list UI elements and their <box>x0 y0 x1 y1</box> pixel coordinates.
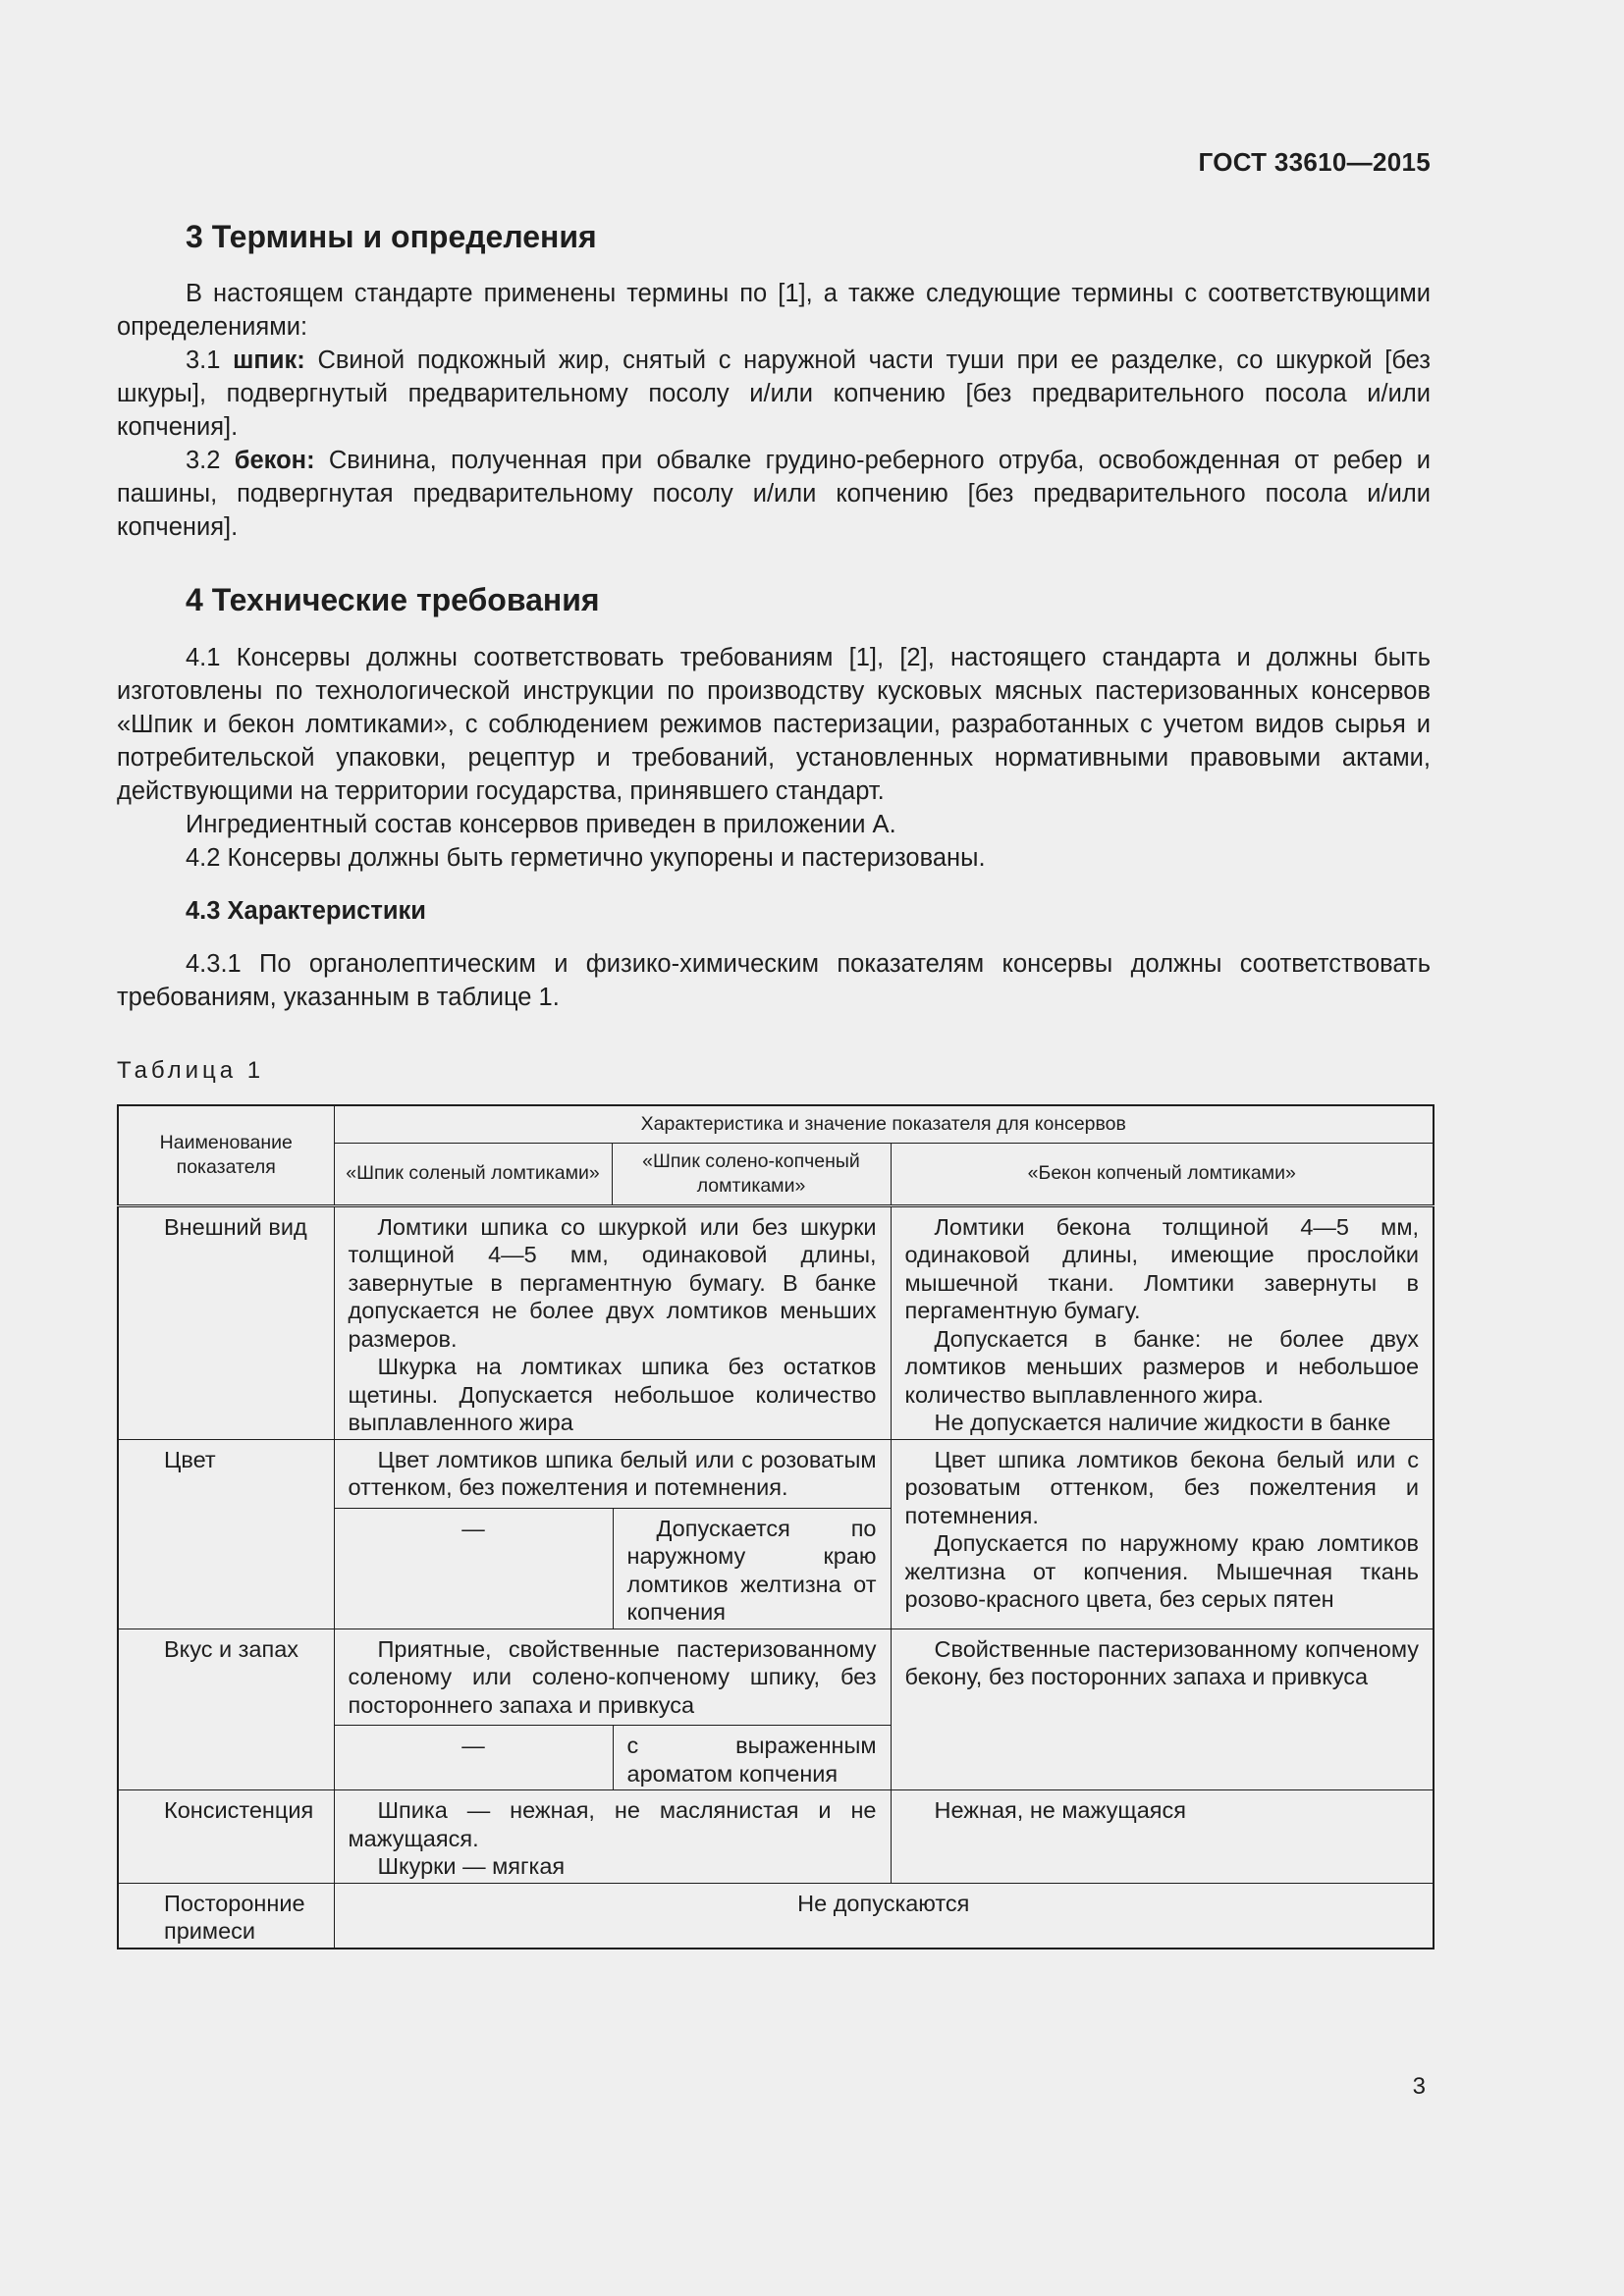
cell-spik <box>334 1790 891 1884</box>
ingredients-note: Ингредиентный состав консервов приведен в приложении А. <box>186 810 896 838</box>
cell-text: Цвет ломтиков шпика белый или с розоватым оттенком, без пожелтения и потемнения. <box>348 1446 877 1501</box>
subsection-4-3-title: 4.3 Характеристики <box>186 896 426 925</box>
page-number: 3 <box>1412 2073 1426 2100</box>
cell-text: Допускается по наружному краю ломтиков желтизна от копчения. Мышечная ткань розово-красного цвета, без серых пятен <box>904 1530 1420 1613</box>
cell-text: Ломтики шпика со шкуркой или без шкурки толщиной 4—5 мм, одинаковой длины, завернутые в пергаментную бумагу. В банке допускается не более двух ломтиков меньших размеров. <box>348 1213 877 1352</box>
clause-4-3-1: 4.3.1 По органолептическим и физико-химическим показателям консервы должны соответствовать требованиям, указанным в таблице 1. <box>117 949 1431 1011</box>
sub-split <box>335 1508 891 1629</box>
cell-bacon <box>891 1205 1434 1439</box>
table-1 <box>117 1104 1435 1949</box>
cell-spik <box>334 1205 891 1439</box>
cell-bacon <box>891 1439 1434 1629</box>
cell-text: Ломтики бекона толщиной 4—5 мм, одинаковой длины, имеющие прослойки мышечной ткани. Ломтики завернуты в пергаментную бумагу. <box>904 1213 1420 1324</box>
cell-text: Нежная, не мажущаяся <box>934 1797 1186 1824</box>
row-name: Цвет <box>118 1439 334 1629</box>
term-3-2 <box>117 444 1431 544</box>
cell-dash: — <box>335 1726 614 1789</box>
section-3-intro: В настоящем стандарте применены термины по [1], а также следующие термины с соответствующими определениями: <box>117 280 1431 342</box>
header-col-smoked-spik: «Шпик солено-копченый ломтиками» <box>612 1143 891 1205</box>
cell-text: Не допускается наличие жидкости в банке <box>934 1410 1391 1436</box>
cell-text: с выраженным ароматом копчения <box>626 1733 877 1787</box>
row-name: Вкус и запах <box>118 1629 334 1790</box>
term-3-1-definition: Свиной подкожный жир, снятый с наружной части туши при ее разделке, со шкуркой [без шкуры], подвергнутый предварительному посолу и/или копчению [без предварительного посола и/или копчения]. <box>117 347 1431 442</box>
row-name: Внешний вид <box>118 1205 334 1439</box>
table-row <box>118 1629 1434 1790</box>
table-row <box>118 1439 1434 1629</box>
cell-all: Не допускаются <box>334 1883 1434 1949</box>
cell-text: Шкурки — мягкая <box>377 1853 566 1880</box>
header-col-bacon: «Бекон копченый ломтиками» <box>891 1143 1434 1205</box>
cell-dash: — <box>335 1509 614 1629</box>
term-3-1 <box>117 344 1431 444</box>
row-name: Посторонние примеси <box>118 1883 334 1949</box>
term-3-2-number: 3.2 <box>186 447 221 475</box>
header-indicator-name: Наименование показателя <box>118 1105 334 1206</box>
term-3-2-term: бекон: <box>234 447 315 475</box>
cell-bacon <box>891 1790 1434 1884</box>
cell-bacon <box>891 1629 1434 1790</box>
cell-text: Цвет шпика ломтиков бекона белый или с розоватым оттенком, без пожелтения и потемнения. <box>904 1446 1420 1528</box>
cell-text: Приятные, свойственные пастеризованному соленому или солено-копченому шпику, без постороннего запаха и привкуса <box>348 1635 877 1718</box>
sub-split <box>335 1725 891 1789</box>
table-row <box>118 1205 1434 1439</box>
cell-text: Допускается в банке: не более двух ломтиков меньших размеров и небольшое количество выплавленного жира. <box>904 1325 1420 1408</box>
term-3-1-number: 3.1 <box>186 347 221 375</box>
row-name: Консистенция <box>118 1790 334 1884</box>
document-code: ГОСТ 33610—2015 <box>1198 147 1431 177</box>
cell-text: Свойственные пастеризованному копченому бекону, без посторонних запаха и привкуса <box>904 1635 1420 1690</box>
section-3-title: 3 Термины и определения <box>186 219 597 254</box>
section-4-title: 4 Технические требования <box>186 582 600 618</box>
term-3-1-term: шпик: <box>233 347 305 375</box>
page-content <box>117 218 1431 1949</box>
cell-text: Допускается по наружному краю ломтиков желтизна от копчения <box>626 1515 877 1626</box>
term-3-2-definition: Свинина, полученная при обвалке грудино-реберного отруба, освобожденная от ребер и пашины, подвергнутая предварительному посолу и/или копчению [без предварительного посола и/или копчения]. <box>117 447 1431 542</box>
table-row <box>118 1883 1434 1949</box>
cell-spik <box>334 1629 891 1790</box>
table-caption: Таблица 1 <box>117 1056 265 1084</box>
header-group: Характеристика и значение показателя для консервов <box>334 1105 1434 1144</box>
cell-text: Шкурка на ломтиках шпика без остатков щетины. Допускается небольшое количество выплавленного жира <box>348 1354 877 1436</box>
clause-4-1: 4.1 Консервы должны соответствовать требованиям [1], [2], настоящего стандарта и должны быть изготовлены по технологической инструкции по производству кусковых мясных пастеризованных консервов «Шпик и бекон ломтиками», с соблюдением режимов пастеризации, разработанных с учетом видов сырья и потребительской упаковки, рецептур и требований, установленных нормативными правовыми актами, действующими на территории государства, принявшего стандарт. <box>117 643 1431 805</box>
header-col-salted-spik: «Шпик соленый ломтиками» <box>334 1143 612 1205</box>
table-row <box>118 1790 1434 1884</box>
cell-spik <box>334 1439 891 1629</box>
clause-4-2: 4.2 Консервы должны быть герметично укупорены и пастеризованы. <box>186 843 986 872</box>
cell-text: Шпика — нежная, не маслянистая и не мажущаяся. <box>348 1797 877 1851</box>
